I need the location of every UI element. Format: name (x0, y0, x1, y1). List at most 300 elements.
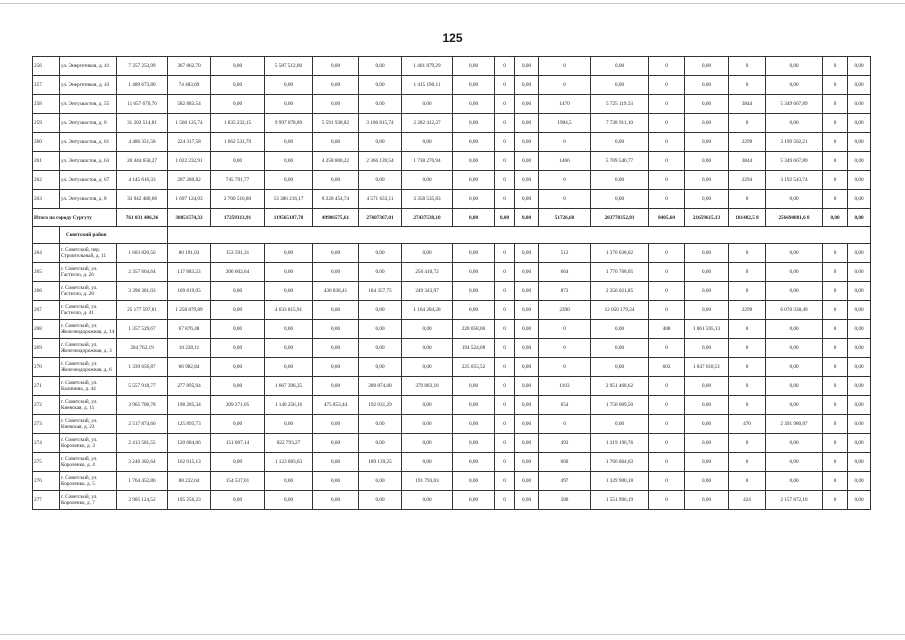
address-cell: г. Советский, ул. Короленко, д. 3 (60, 434, 117, 453)
value-cell: 0,00 (766, 57, 823, 76)
value-cell: 0,00 (515, 171, 539, 190)
value-cell: 0,00 (211, 377, 265, 396)
value-cell: 0,00 (265, 339, 313, 358)
value-cell: 0 (495, 244, 515, 263)
value-cell: 0,00 (685, 282, 729, 301)
value-cell: 0,00 (211, 339, 265, 358)
value-cell: 0,00 (402, 358, 453, 377)
value-cell: 0,00 (766, 263, 823, 282)
value-cell: 0,00 (359, 434, 402, 453)
value-cell: 0,00 (402, 171, 453, 190)
value-cell: 379 883,18 (402, 377, 453, 396)
value-cell: 3 199 502,21 (766, 133, 823, 152)
value-cell: 0,00 (685, 396, 729, 415)
value-cell: 67 876,48 (168, 320, 211, 339)
table-row (33, 95, 871, 114)
value-cell: 0,00 (402, 133, 453, 152)
value-cell: 0 (495, 377, 515, 396)
value-cell: 0,00 (453, 491, 495, 510)
value-cell: 0,00 (515, 377, 539, 396)
value-cell: 1470 (539, 95, 591, 114)
value-cell: 0 (649, 453, 685, 472)
value-cell: 0 (649, 133, 685, 152)
value-cell: 470 (729, 415, 766, 434)
value-cell: 0,00 (265, 263, 313, 282)
value-cell: 0 (495, 339, 515, 358)
value-cell: 0 (823, 171, 848, 190)
value-cell: 0 (649, 491, 685, 510)
value-cell: 0,00 (848, 133, 871, 152)
value-cell: 0 (649, 190, 685, 209)
value-cell: 0,00 (402, 244, 453, 263)
value-cell: 0 (649, 95, 685, 114)
value-cell: 0 (649, 434, 685, 453)
value-cell: 88 222,64 (168, 472, 211, 491)
table-row (33, 415, 871, 434)
value-cell: 277 895,94 (168, 377, 211, 396)
value-cell: 0,00 (265, 133, 313, 152)
row-number: 270 (33, 358, 60, 377)
table-row (33, 76, 871, 95)
value-cell: 31 202 514,81 (117, 114, 168, 133)
value-cell: 0,00 (402, 339, 453, 358)
scan-line-top (0, 3, 905, 4)
value-cell: 0,00 (453, 396, 495, 415)
value-cell: 2 391 980,87 (766, 415, 823, 434)
value-cell: 7 357 253,99 (117, 57, 168, 76)
value-cell: 0,00 (685, 377, 729, 396)
value-cell: 0 (729, 472, 766, 491)
value-cell: 194 524,08 (453, 339, 495, 358)
value-cell: 0,00 (766, 244, 823, 263)
total-cell: 17259313,91 (211, 209, 265, 227)
value-cell: 1 047 618,51 (685, 358, 729, 377)
value-cell: 0 (539, 76, 591, 95)
value-cell: 0,00 (515, 358, 539, 377)
value-cell: 5 349 667,89 (766, 95, 823, 114)
value-cell: 0 (539, 415, 591, 434)
value-cell: 0,00 (848, 263, 871, 282)
value-cell: 0 (495, 358, 515, 377)
value-cell: 2299 (729, 133, 766, 152)
total-cell: 0,00 (515, 209, 539, 227)
value-cell: 74 483,69 (168, 76, 211, 95)
value-cell: 3 358 535,83 (402, 190, 453, 209)
value-cell: 0,00 (515, 320, 539, 339)
address-cell: ул. Энтузиастов, д. 63 (60, 152, 117, 171)
value-cell: 0,00 (515, 57, 539, 76)
row-number: 273 (33, 415, 60, 434)
total-cell: 27437538,10 (402, 209, 453, 227)
value-cell: 0,00 (313, 263, 359, 282)
value-cell: 822 793,27 (265, 434, 313, 453)
value-cell: 1 061 595,13 (685, 320, 729, 339)
value-cell: 0,00 (685, 415, 729, 434)
value-cell: 0,00 (313, 76, 359, 95)
value-cell: 0,00 (848, 95, 871, 114)
value-cell: 256 410,72 (402, 263, 453, 282)
value-cell: 4 571 633,11 (359, 190, 402, 209)
value-cell: 33 942 480,68 (117, 190, 168, 209)
value-cell: 1 776 768,05 (591, 263, 649, 282)
row-number: 261 (33, 152, 60, 171)
value-cell: 0,00 (848, 171, 871, 190)
address-cell: ул. Энергетиков, д. 43 (60, 76, 117, 95)
value-cell: 0 (729, 358, 766, 377)
value-cell: 0,00 (359, 472, 402, 491)
total-row (33, 209, 871, 227)
value-cell: 0 (823, 282, 848, 301)
value-cell: 66 982,84 (168, 358, 211, 377)
value-cell: 0 (823, 95, 848, 114)
value-cell: 0,00 (848, 190, 871, 209)
value-cell: 0,00 (313, 339, 359, 358)
value-cell: 0 (539, 320, 591, 339)
address-cell: ул. Энтузиастов, д. 61 (60, 133, 117, 152)
value-cell: 1 766 064,63 (591, 453, 649, 472)
value-cell: 0,00 (359, 244, 402, 263)
value-cell: 0,00 (359, 76, 402, 95)
value-cell: 0,00 (313, 434, 359, 453)
value-cell: 0 (729, 339, 766, 358)
value-cell: 0,00 (453, 133, 495, 152)
value-cell: 0 (539, 171, 591, 190)
value-cell: 0,00 (453, 57, 495, 76)
value-cell: 0,00 (453, 190, 495, 209)
value-cell: 0,00 (211, 95, 265, 114)
value-cell: 0,00 (359, 171, 402, 190)
value-cell: 0,00 (591, 339, 649, 358)
value-cell: 0,00 (453, 114, 495, 133)
address-cell: г. Советский, ул. Короленко, д. 4 (60, 453, 117, 472)
value-cell: 0,00 (848, 152, 871, 171)
value-cell: 0 (729, 190, 766, 209)
value-cell: 0,00 (265, 415, 313, 434)
value-cell: 206 602,64 (211, 263, 265, 282)
value-cell: 0 (823, 415, 848, 434)
row-number: 267 (33, 301, 60, 320)
value-cell: 5 557 918,77 (117, 377, 168, 396)
value-cell: 225 055,52 (453, 358, 495, 377)
table-row (33, 171, 871, 190)
row-number: 276 (33, 472, 60, 491)
value-cell: 0,00 (402, 491, 453, 510)
value-cell: 0,00 (591, 57, 649, 76)
section-title: Советский район (60, 227, 168, 244)
table-row (33, 244, 871, 263)
table-body-bottom (33, 244, 871, 510)
value-cell: 603 (649, 358, 685, 377)
value-cell: 280 874,68 (359, 377, 402, 396)
address-cell: ул. Энтузиастов, д. 55 (60, 95, 117, 114)
table-row (33, 152, 871, 171)
value-cell: 0 (823, 434, 848, 453)
value-cell: 3 965 706,78 (117, 396, 168, 415)
value-cell: 0 (649, 282, 685, 301)
value-cell: 1 489 673,80 (117, 76, 168, 95)
value-cell: 424 (729, 491, 766, 510)
value-cell: 1 339 656,87 (117, 358, 168, 377)
value-cell: 0,00 (453, 263, 495, 282)
value-cell: 0,00 (848, 320, 871, 339)
value-cell: 2 356 021,85 (591, 282, 649, 301)
value-cell: 2 413 581,55 (117, 434, 168, 453)
section-spacer-cell (168, 227, 871, 244)
value-cell: 1466 (539, 152, 591, 171)
value-cell: 3 192 543,74 (766, 171, 823, 190)
value-cell: 0 (823, 76, 848, 95)
value-cell: 0,00 (211, 57, 265, 76)
value-cell: 0,00 (265, 358, 313, 377)
value-cell: 0,00 (848, 377, 871, 396)
table-row (33, 491, 871, 510)
value-cell: 0,00 (685, 491, 729, 510)
value-cell: 0,00 (265, 95, 313, 114)
value-cell: 0 (649, 114, 685, 133)
value-cell: 6 070 338,49 (766, 301, 823, 320)
value-cell: 664 (539, 263, 591, 282)
address-cell: г. Советский, ул. Железнодорожная, д. 6 (60, 358, 117, 377)
value-cell: 1 123 083,63 (265, 453, 313, 472)
register-table (32, 56, 871, 510)
address-cell: г. Советский, ул. Калинина, д. 44 (60, 377, 117, 396)
value-cell: 198 285,34 (168, 396, 211, 415)
value-cell: 0 (495, 320, 515, 339)
row-number: 257 (33, 76, 60, 95)
address-cell: ул. Энтузиастов, д. 67 (60, 171, 117, 190)
row-number: 269 (33, 339, 60, 358)
value-cell: 0,00 (685, 133, 729, 152)
value-cell: 2 517 874,60 (117, 415, 168, 434)
table-row (33, 339, 871, 358)
value-cell: 207 280,82 (168, 171, 211, 190)
row-number: 265 (33, 263, 60, 282)
value-cell: 5 349 667,89 (766, 152, 823, 171)
table-row (33, 114, 871, 133)
value-cell: 0,00 (766, 76, 823, 95)
value-cell: 0 (649, 171, 685, 190)
value-cell: 0 (649, 244, 685, 263)
value-cell: 0,00 (766, 377, 823, 396)
value-cell: 0 (495, 263, 515, 282)
value-cell: 0 (729, 434, 766, 453)
value-cell: 80 191,03 (168, 244, 211, 263)
address-cell: г. Советский, пер. Строительный, д. 11 (60, 244, 117, 263)
value-cell: 0,00 (848, 114, 871, 133)
total-cell: 0,00 (848, 209, 871, 227)
value-cell: 0,00 (211, 301, 265, 320)
total-cell: 51726,60 (539, 209, 591, 227)
address-cell: ул. Энтузиастов, д. 8 (60, 190, 117, 209)
value-cell: 0,00 (766, 396, 823, 415)
value-cell: 0,00 (766, 282, 823, 301)
address-cell: ул. Энергетиков, д. 41 (60, 57, 117, 76)
value-cell: 0,00 (359, 301, 402, 320)
value-cell: 0,00 (766, 472, 823, 491)
row-number: 264 (33, 244, 60, 263)
value-cell: 0,00 (685, 263, 729, 282)
value-cell: 0 (495, 301, 515, 320)
value-cell: 0 (495, 434, 515, 453)
value-cell: 0,00 (766, 190, 823, 209)
value-cell: 0,00 (685, 76, 729, 95)
value-cell: 0,00 (685, 95, 729, 114)
value-cell: 0,00 (453, 377, 495, 396)
value-cell: 0 (495, 415, 515, 434)
value-cell: 13 386 216,17 (265, 190, 313, 209)
value-cell: 745 791,77 (211, 171, 265, 190)
value-cell: 1 667 396,35 (265, 377, 313, 396)
table-row (33, 434, 871, 453)
value-cell: 162 015,13 (168, 453, 211, 472)
value-cell: 169 819,05 (168, 282, 211, 301)
value-cell: 151 007,14 (211, 434, 265, 453)
value-cell: 0,00 (313, 171, 359, 190)
value-cell: 0 (729, 114, 766, 133)
value-cell: 2294 (729, 171, 766, 190)
table-row (33, 453, 871, 472)
value-cell: 8 228 454,74 (313, 190, 359, 209)
value-cell: 0 (539, 190, 591, 209)
value-cell: 189 139,25 (359, 453, 402, 472)
value-cell: 0,00 (402, 453, 453, 472)
value-cell: 154 537,01 (211, 472, 265, 491)
value-cell: 0,00 (453, 415, 495, 434)
value-cell: 0 (649, 339, 685, 358)
value-cell: 0 (649, 76, 685, 95)
value-cell: 0,00 (848, 434, 871, 453)
value-cell: 0,00 (685, 114, 729, 133)
value-cell: 0,00 (359, 133, 402, 152)
value-cell: 1 415 190,11 (402, 76, 453, 95)
value-cell: 0,00 (453, 301, 495, 320)
value-cell: 0,00 (685, 244, 729, 263)
value-cell: 2 282 412,37 (402, 114, 453, 133)
value-cell: 1 357 529,67 (117, 320, 168, 339)
value-cell: 0 (729, 320, 766, 339)
value-cell: 0,00 (515, 301, 539, 320)
value-cell: 0 (729, 76, 766, 95)
value-cell: 0 (649, 396, 685, 415)
value-cell: 0 (823, 57, 848, 76)
value-cell: 0,00 (265, 472, 313, 491)
value-cell: 0,00 (402, 320, 453, 339)
value-cell: 2299 (729, 301, 766, 320)
value-cell: 0,00 (848, 282, 871, 301)
value-cell: 10 238,11 (168, 339, 211, 358)
value-cell: 0 (729, 263, 766, 282)
total-cell: 0,00 (453, 209, 495, 227)
table-row (33, 320, 871, 339)
value-cell: 0,00 (211, 415, 265, 434)
value-cell: 0,00 (591, 171, 649, 190)
value-cell: 0,00 (685, 190, 729, 209)
value-cell: 0 (823, 152, 848, 171)
value-cell: 512 (539, 244, 591, 263)
value-cell: 184 357,75 (359, 282, 402, 301)
value-cell: 0,00 (402, 396, 453, 415)
value-cell: 0,00 (515, 472, 539, 491)
value-cell: 0,00 (848, 301, 871, 320)
value-cell: 0 (729, 282, 766, 301)
value-cell: 2390 (539, 301, 591, 320)
value-cell: 0,00 (591, 190, 649, 209)
table-row (33, 263, 871, 282)
value-cell: 0,00 (515, 190, 539, 209)
value-cell: 120 684,06 (168, 434, 211, 453)
value-cell: 1 062 531,79 (211, 133, 265, 152)
value-cell: 0,00 (848, 57, 871, 76)
value-cell: 9 997 078,89 (265, 114, 313, 133)
value-cell: 224 317,58 (168, 133, 211, 152)
value-cell: 0,00 (313, 244, 359, 263)
value-cell: 0 (495, 453, 515, 472)
table-row (33, 472, 871, 491)
value-cell: 1 164 284,28 (402, 301, 453, 320)
value-cell: 654 (539, 396, 591, 415)
value-cell: 0 (729, 244, 766, 263)
value-cell: 11 657 670,76 (117, 95, 168, 114)
table-row (33, 57, 871, 76)
value-cell: 0,00 (591, 133, 649, 152)
value-cell: 0,00 (848, 76, 871, 95)
value-cell: 0,00 (211, 282, 265, 301)
value-cell: 0,00 (313, 320, 359, 339)
row-number: 259 (33, 114, 60, 133)
address-cell: г. Советский, ул. Гастелло, д. 26 (60, 263, 117, 282)
page-number: 125 (442, 31, 463, 45)
value-cell: 0,00 (848, 339, 871, 358)
value-cell: 0,00 (848, 491, 871, 510)
table-row (33, 301, 871, 320)
value-cell: 0,00 (685, 434, 729, 453)
value-cell: 0,00 (515, 152, 539, 171)
value-cell: 0 (495, 396, 515, 415)
value-cell: 1 835 232,15 (211, 114, 265, 133)
address-cell: г. Советский, ул. Железнодорожная, д. 3 (60, 339, 117, 358)
value-cell: 0,00 (848, 358, 871, 377)
value-cell: 0 (823, 396, 848, 415)
value-cell: 0 (649, 415, 685, 434)
value-cell: 582 883,54 (168, 95, 211, 114)
value-cell: 3 396 381,03 (117, 282, 168, 301)
value-cell: 0,00 (453, 152, 495, 171)
value-cell: 0 (649, 301, 685, 320)
row-number: 262 (33, 171, 60, 190)
value-cell: 0,00 (211, 358, 265, 377)
row-number: 268 (33, 320, 60, 339)
value-cell: 0,00 (453, 453, 495, 472)
value-cell: 0,00 (313, 491, 359, 510)
value-cell: 5 587 512,00 (265, 57, 313, 76)
value-cell: 0,00 (848, 244, 871, 263)
value-cell: 195 256,23 (168, 491, 211, 510)
value-cell: 3 106 815,74 (359, 114, 402, 133)
value-cell: 228 058,06 (453, 320, 495, 339)
value-cell: 0 (649, 472, 685, 491)
value-cell: 1 140 256,16 (265, 396, 313, 415)
value-cell: 0,00 (313, 472, 359, 491)
value-cell: 0,00 (515, 133, 539, 152)
value-cell: 3844 (729, 152, 766, 171)
value-cell: 0 (649, 263, 685, 282)
value-cell: 0,00 (515, 244, 539, 263)
value-cell: 0 (539, 339, 591, 358)
value-cell: 125 893,73 (168, 415, 211, 434)
value-cell: 0 (539, 133, 591, 152)
value-cell: 0,00 (515, 396, 539, 415)
total-cell: 761 031 486,36 (117, 209, 168, 227)
